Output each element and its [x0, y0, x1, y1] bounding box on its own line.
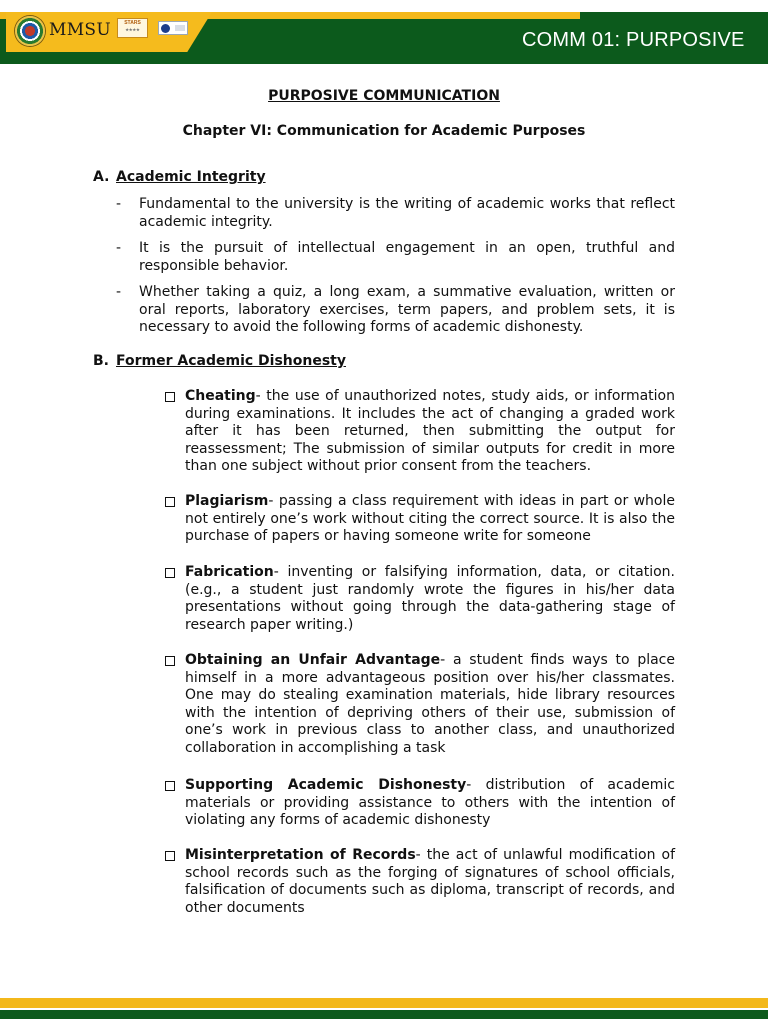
- section-letter: A.: [93, 169, 110, 185]
- checkbox-bullet-icon: [165, 656, 175, 666]
- university-seal-icon: [15, 16, 45, 46]
- definition: - distribution of academic materials or providing assistance to others with the intention of violating any forms of academic dishonesty: [185, 777, 676, 828]
- list-item: [163, 388, 675, 476]
- list-item-text: Fundamental to the university is the writing of academic works that reflect academic integrity.: [139, 196, 675, 230]
- dash-bullet: -: [116, 284, 122, 300]
- list-item: [163, 564, 675, 634]
- stars-badge-label: STARS: [124, 20, 141, 26]
- list-item-text: [185, 777, 675, 830]
- list-item-text: It is the pursuit of intellectual engagement in an open, truthful and responsible behavior.: [139, 240, 675, 274]
- list-item: [163, 847, 675, 917]
- footer-green-stripe: [0, 1010, 768, 1019]
- section-a-heading: [93, 169, 266, 187]
- section-letter: B.: [93, 353, 109, 369]
- list-item-text: [185, 493, 675, 546]
- definition: - the use of unauthorized notes, study aids, or information during examinations. It includes the act of changing a graded work after it has been returned, then submitting the output for reassessment; The submission of similar outputs for credit in more than one subject without prior consent from the teachers.: [185, 388, 675, 474]
- dash-bullet: -: [116, 240, 122, 256]
- list-item: [116, 196, 675, 231]
- term: Cheating: [185, 388, 256, 404]
- list-item: [163, 493, 675, 546]
- term: Supporting Academic Dishonesty: [185, 777, 467, 793]
- list-item: [116, 284, 675, 337]
- list-item-text: [185, 652, 675, 757]
- term: Fabrication: [185, 564, 274, 580]
- checkbox-bullet-icon: [165, 781, 175, 791]
- chapter-title: Chapter VI: Communication for Academic Purposes: [182, 123, 586, 139]
- term: Obtaining an Unfair Advantage: [185, 652, 441, 668]
- section-b-heading: [93, 353, 346, 371]
- definition: - passing a class requirement with ideas in part or whole not entirely one’s work without citing the correct source. It is also the purchase of papers or having someone write for someone: [185, 493, 675, 544]
- stars-badge-icon: STARS ★★★★: [117, 18, 148, 38]
- checkbox-bullet-icon: [165, 497, 175, 507]
- accreditation-badge-icon: [158, 21, 188, 35]
- list-item: [116, 240, 675, 275]
- definition: - a student finds ways to place himself in a more advantageous position over his/her classmates. One may do stealing examination materials, hide library resources with the intention of depriving others of their use, submission of one’s work in previous class to another class, and unauthorized collaboration in accomplishing a task: [185, 652, 675, 756]
- list-item: [163, 652, 675, 757]
- definition: - the act of unlawful modification of school records such as the forging of signatures of school officials, falsification of documents such as diploma, transcript of records, and other documents: [185, 847, 675, 916]
- footer-yellow-stripe: [0, 998, 768, 1008]
- document-title: PURPOSIVE COMMUNICATION: [268, 88, 500, 104]
- list-item-text: [185, 847, 675, 917]
- checkbox-bullet-icon: [165, 568, 175, 578]
- list-item-text: Whether taking a quiz, a long exam, a summative evaluation, written or oral reports, laboratory exercises, term papers, and problem sets, it is necessary to avoid the following forms of academic dishonesty.: [139, 284, 675, 335]
- dash-bullet: -: [116, 196, 122, 212]
- checkbox-bullet-icon: [165, 392, 175, 402]
- section-label: Former Academic Dishonesty: [116, 353, 346, 369]
- term: Misinterpretation of Records: [185, 847, 416, 863]
- section-label: Academic Integrity: [116, 169, 266, 185]
- checkbox-bullet-icon: [165, 851, 175, 861]
- list-item-text: [185, 388, 675, 476]
- list-item: [163, 777, 675, 830]
- course-title: COMM 01: PURPOSIVE: [522, 29, 745, 51]
- list-item-text: [185, 564, 675, 634]
- brand-name: MMSU: [49, 20, 111, 40]
- definition: - inventing or falsifying information, data, or citation. (e.g., a student just randomly wrote the figures in his/her data presentations without going through the data-gathering stage of research paper writing.): [185, 564, 675, 633]
- term: Plagiarism: [185, 493, 269, 509]
